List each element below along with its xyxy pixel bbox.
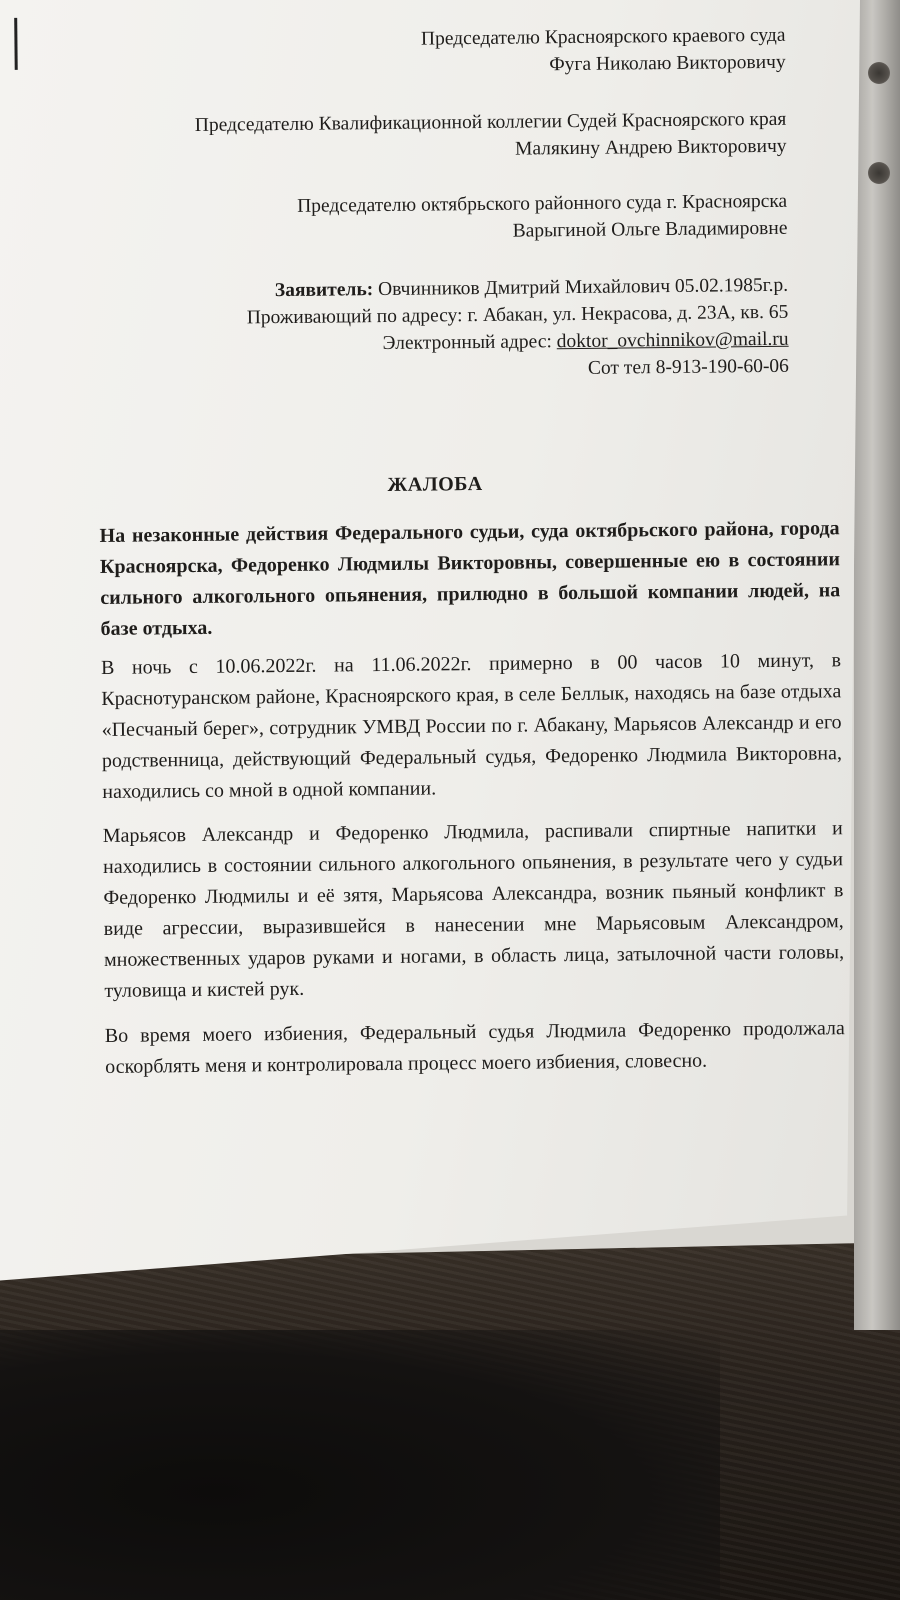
recipient-name: Фуга Николаю Викторовичу — [549, 51, 786, 76]
complaint-subject: На незаконные действия Федерального судьи, суда октябрьского района, города Красноярска, Федоренко Людмилы Викторовны, совершенные ею в состоянии сильного алкогольного опьянения, прилюдно в большой компании людей, на базе отдыха. — [99, 517, 841, 640]
applicant-block — [28, 272, 789, 388]
recipient-title: Председателю Квалификационной коллегии Судей Красноярского края — [194, 108, 787, 136]
binder-hole — [868, 62, 890, 84]
applicant-label: Заявитель: — [274, 279, 374, 302]
applicant-phone: Сот тел 8-913-190-60-06 — [587, 355, 789, 379]
recipient-name: Малякину Андрею Викторовичу — [514, 135, 787, 160]
document-title: ЖАЛОБА — [387, 472, 483, 496]
applicant-name: Овчинников Дмитрий Михайлович 05.02.1985г.р. — [373, 274, 789, 301]
dark-foreground — [0, 1330, 720, 1600]
paragraph-3: Во время моего избиения, Федеральный судья Людмила Федоренко продолжала оскорблять меня и контролировала процесс моего избиения, словесно. — [104, 1017, 845, 1078]
recipient-title: Председателю октябрьского районного суда г. Красноярска — [297, 190, 788, 217]
email-label: Электронный адрес: — [382, 331, 557, 355]
recipient-block-2 — [26, 106, 787, 168]
recipient-block-3 — [27, 188, 788, 250]
paragraph-2: Марьясов Александр и Федоренко Людмила, распивали спиртные напитки и находились в состоянии сильного алкогольного опьянения, в результате чего у судьи Федоренко Людмилы и её зятя, Марьясова Александра, возник пьяный конфликт в виде агрессии, выразившейся в нанесении мне Марьясовым Александром, множественных ударов руками и ногами, в область лица, затылочной части головы, туловища и кистей рук. — [102, 817, 845, 1002]
margin-mark — [14, 18, 18, 70]
binder-hole — [868, 162, 890, 184]
email-link[interactable]: doktor_ovchinnikov@mail.ru — [556, 328, 789, 353]
recipient-block-1 — [25, 22, 786, 84]
paragraph-1: В ночь с 10.06.2022г. на 11.06.2022г. примерно в 00 часов 10 минут, в Краснотуранском районе, Красноярского края, в селе Беллык, находясь на базе отдыха «Песчаный берег», сотрудник УМВД России по г. Абакану, Марьясов Александр и его родственница, действующий Федеральный судья, Федоренко Людмила Викторовна, находились со мной в одной компании. — [100, 649, 843, 803]
recipient-name: Варыгиной Ольге Владимировне — [512, 217, 788, 242]
recipient-title: Председателю Красноярского краевого суда — [420, 24, 786, 50]
applicant-address: Проживающий по адресу: г. Абакан, ул. Некрасова, д. 23А, кв. 65 — [246, 301, 789, 329]
